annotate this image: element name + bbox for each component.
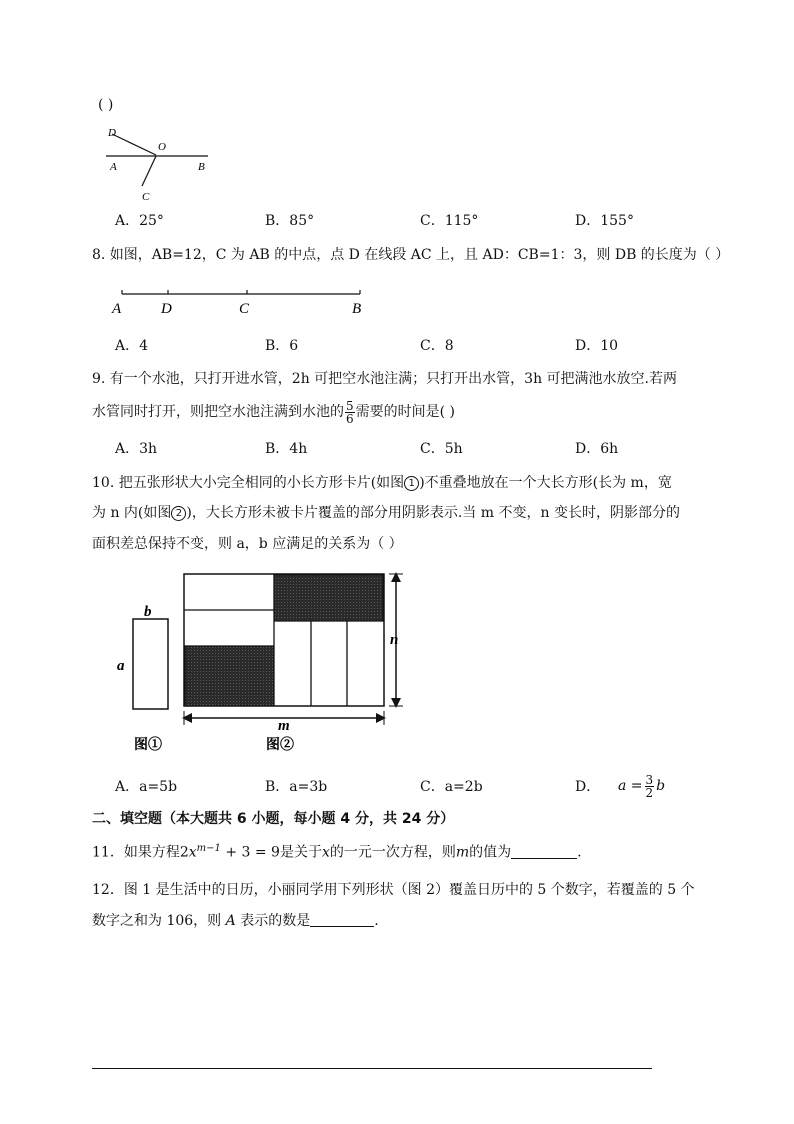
q10-option-a: A．a=5b: [115, 779, 178, 795]
fig2-shaded-top: [274, 575, 383, 621]
q11-post: 的值为: [469, 844, 512, 861]
q9-frac-den: 6: [346, 411, 354, 426]
fig2-caption: 图②: [266, 738, 294, 753]
fig1-label-b: b: [144, 604, 152, 620]
q8-label-b: B: [352, 301, 362, 317]
fig1-caption: 图①: [134, 738, 162, 753]
q11-var-x2: x: [321, 844, 330, 861]
q12-line1: 12．图 1 是生活中的日历，小丽同学用下列形状（图 2）覆盖日历中的 5 个数字，若覆盖的 5 个: [92, 882, 695, 898]
q11-var-x: x: [188, 844, 197, 861]
q7-ray-oc: [142, 156, 156, 186]
q12-line2: [92, 912, 379, 930]
q10-option-c: C．a=2b: [420, 779, 483, 795]
q8-label-d: D: [161, 301, 172, 317]
q10-line1: [92, 474, 672, 492]
q10-circle-1: 1: [404, 476, 419, 491]
q10-option-b: B．a=3b: [265, 779, 328, 795]
q8-label-c: C: [239, 301, 250, 317]
q9-frac-num: 5: [346, 398, 354, 413]
q10-line2-a: 为 n 内(如图: [92, 505, 172, 521]
q12-line2-mid: 表示的数是: [235, 913, 311, 929]
q9-option-d: D．6h: [575, 441, 619, 457]
q10-d-rhs: b: [656, 778, 666, 794]
q12-answer-blank[interactable]: [310, 912, 374, 927]
q7-option-a: A．25°: [115, 213, 164, 229]
q10-line2-b: )，大长方形未被卡片覆盖的部分用阴影表示.当 m 不变，n 变长时，阴影部分的: [186, 505, 680, 521]
q7-option-d: D．155°: [575, 213, 634, 229]
fig1-label-a: a: [117, 658, 125, 674]
q11-var-m: m: [455, 844, 470, 861]
q8-stem: 8. 如图，AB=12，C 为 AB 的中点，点 D 在线段 AC 上，且 AD：CB=1：3，则 DB 的长度为（ ）: [92, 247, 730, 263]
q10-option-d-expr: [618, 770, 665, 802]
q10-d-lhs: a =: [618, 778, 643, 794]
section2-title: 二、填空题（本大题共 6 小题，每小题 4 分，共 24 分）: [92, 811, 455, 827]
q10-d-num: 3: [645, 772, 654, 787]
q12-end: .: [374, 913, 379, 929]
q7-option-b: B．85°: [265, 213, 315, 229]
q7-label-b: B: [198, 161, 205, 173]
q9-option-b: B．4h: [265, 441, 308, 457]
q9-line1: 9. 有一个水池，只打开进水管，2h 可把空水池注满；只打开出水管，3h 可把满池水放空.若两: [92, 371, 678, 387]
q9-line2: [92, 398, 455, 426]
q8-option-d: D．10: [575, 338, 619, 354]
q11-mid2: 的一元一次方程，则: [329, 844, 456, 861]
q9-option-a: A．3h: [115, 441, 158, 457]
q7-answer-paren: ( ): [98, 97, 114, 113]
fig2-label-m: m: [278, 718, 290, 734]
fig2-label-n: n: [390, 632, 399, 648]
q10-circle-2: 2: [171, 506, 186, 521]
q7-ray-od: [112, 134, 156, 155]
q7-label-c: C: [142, 191, 150, 203]
q12-var-a: A: [225, 913, 236, 929]
footer-rule: [92, 1068, 652, 1069]
q10-line1-a: 10. 把五张形状大小完全相同的小长方形卡片(如图: [92, 475, 405, 491]
q9-option-c: C．5h: [420, 441, 463, 457]
q7-label-d: D: [108, 127, 116, 139]
q10-line2: [92, 504, 680, 522]
q9-fraction: [345, 400, 355, 425]
fig1-card: [133, 619, 168, 709]
q7-angle-figure: [100, 124, 220, 204]
q9-line2-post: 需要的时间是( ): [355, 404, 456, 420]
q8-option-b: B．6: [265, 338, 299, 354]
q8-segment-figure: [108, 282, 378, 322]
q11-exponent: m−1: [196, 843, 221, 854]
q11-answer-blank[interactable]: [511, 844, 577, 859]
q8-label-a: A: [112, 301, 122, 317]
q11-pre: 11．如果方程2: [92, 844, 189, 861]
q11-end: .: [577, 844, 582, 861]
fig2-shaded-bottom: [185, 646, 274, 706]
q7-label-o: O: [158, 141, 166, 153]
q12-line2-pre: 数字之和为 106，则: [92, 913, 226, 929]
q10-line1-b: )不重叠地放在一个大长方形(长为 m，宽: [419, 475, 672, 491]
q10-line3: 面积差总保持不变，则 a，b 应满足的关系为（ ）: [92, 536, 403, 552]
q7-option-c: C．115°: [420, 213, 479, 229]
q10-rectangle-figure: [112, 562, 412, 760]
q7-label-a: A: [110, 161, 117, 173]
q11-line: [92, 840, 582, 862]
q10-option-d: D．: [575, 779, 601, 795]
q9-line2-pre: 水管同时打开，则把空水池注满到水池的: [92, 404, 344, 420]
q8-option-a: A．4: [115, 338, 149, 354]
q10-d-den: 2: [645, 785, 654, 800]
q10-d-fraction: [645, 774, 655, 799]
q11-mid: + 3 = 9是关于: [220, 844, 322, 861]
q8-option-c: C．8: [420, 338, 454, 354]
